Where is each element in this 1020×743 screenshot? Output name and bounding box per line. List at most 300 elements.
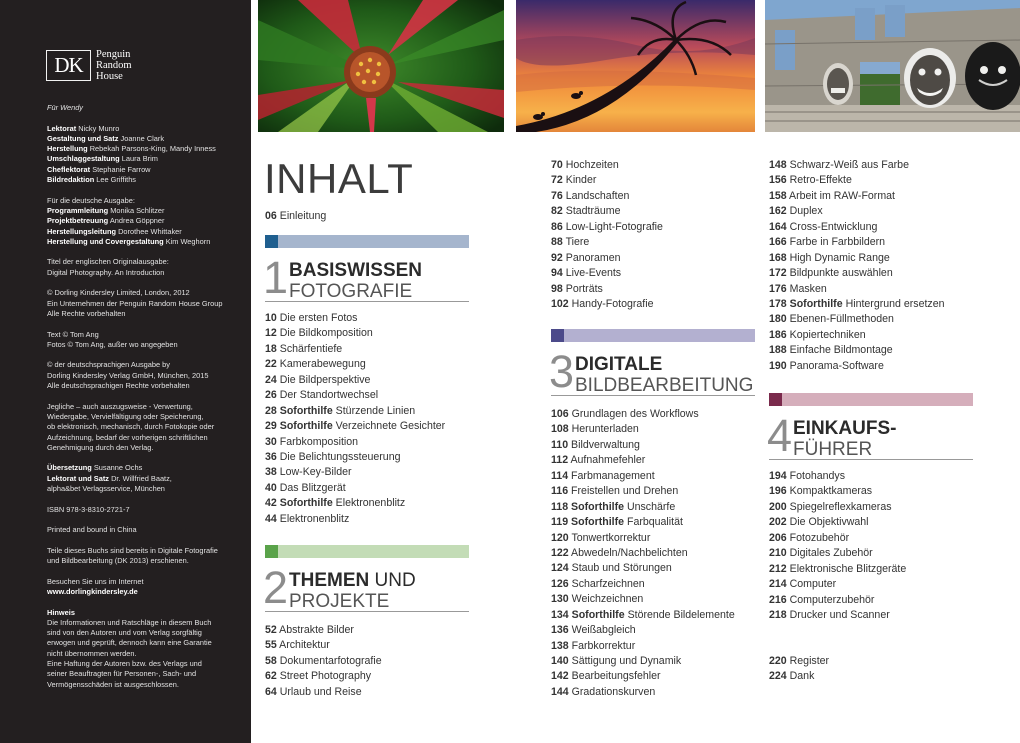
toc-entry [769, 577, 906, 592]
toc-entry [551, 685, 735, 700]
toc-entry-title: Handy-Fotografie [571, 297, 654, 310]
toc-page-number: 210 [769, 547, 787, 560]
toc-entry-title: Landschaften [565, 189, 630, 202]
toc-page-number: 134 [551, 608, 569, 621]
chapter-4-bar-dark [769, 393, 782, 406]
toc-entry [265, 342, 445, 357]
toc-entry-title: Kompaktkameras [789, 485, 873, 498]
legal-notice: Jegliche – auch auszugsweise - Verwertung, Wiedergabe, Vervielfältigung oder Speicherung, ob elektronisch, mechanisch, durch Fotokopie oder Aufzeichnung, bedarf der vorherigen schriftlichen Genehmigung durch den Verlag. [47, 401, 215, 452]
toc-entry [551, 623, 735, 638]
toc-entry [551, 608, 735, 623]
toc-entry-title: Farbkorrektur [571, 639, 636, 652]
toc-page-number: 62 [265, 670, 277, 683]
toc-entry-title: Dokumentarfotografie [279, 654, 382, 667]
toc-highlight-label: Soforthilfe [571, 516, 625, 529]
toc-page-number: 18 [265, 342, 277, 355]
toc-entry-title: Bearbeitungsfehler [571, 670, 661, 683]
toc-entry [769, 469, 906, 484]
toc-page-number: 38 [265, 466, 277, 479]
toc-entry-title: Architektur [279, 639, 330, 652]
toc-entry-title: Fotozubehör [789, 531, 850, 544]
toc-page-number: 116 [551, 485, 569, 498]
toc-entry [551, 546, 735, 561]
printed-note: Printed and bound in China [47, 525, 137, 535]
toc-entry [551, 189, 663, 204]
toc-entry-title: Die ersten Fotos [279, 312, 358, 324]
toc-entry-title: Hintergrund ersetzen [845, 297, 945, 310]
toc-entry-title: Sättigung und Dynamik [571, 655, 682, 667]
toc-entry-title: Panoramen [565, 251, 621, 264]
toc-entry [769, 515, 906, 530]
toc-entry [769, 546, 906, 561]
toc-list-back-matter [769, 654, 829, 685]
toc-entry [551, 251, 663, 266]
toc-entry [265, 388, 445, 403]
dk-logo-icon: DK [46, 50, 91, 81]
toc-page-number: 82 [551, 205, 563, 218]
toc-page-number: 102 [551, 297, 569, 310]
toc-entry [551, 422, 735, 437]
toc-page-number: 206 [769, 531, 787, 544]
toc-list-chapter-4 [769, 469, 906, 623]
chapter-3-number: 3 [549, 346, 575, 397]
contents-title: INHALT [264, 155, 414, 202]
toc-entry [769, 282, 945, 297]
toc-page-number: 58 [265, 654, 277, 667]
chapter-2-color-bar [265, 545, 469, 558]
toc-entry [265, 419, 445, 434]
toc-entry-title: Weichzeichnen [571, 593, 644, 606]
toc-page-number: 186 [769, 328, 787, 341]
toc-entry [551, 158, 663, 173]
toc-page-number: 168 [769, 251, 787, 264]
toc-page-number: 124 [551, 562, 569, 575]
toc-page-number: 52 [265, 624, 277, 636]
toc-entry-title: Digitales Zubehör [789, 547, 873, 560]
toc-entry-title: Freistellen und Drehen [571, 485, 679, 498]
toc-entry [551, 235, 663, 250]
hint: Hinweis Die Informationen und Ratschläge in diesem Buch sind von den Autoren und vom Verlag sorgfältig erwogen und geprüft, dennoch kann eine Garantie nicht übernommen werden. Eine Haftung der Autoren bzw. des Verlags und seiner Beauftragten für Personen-, Sach- und Vermögensschäden ist ausgeschlossen. [47, 607, 212, 689]
toc-entry-title: Panorama-Software [789, 359, 884, 372]
toc-entry [265, 404, 445, 419]
toc-entry-title: Weißabgleich [571, 624, 636, 637]
toc-entry [769, 562, 906, 577]
toc-page-number: 156 [769, 174, 787, 187]
toc-page-number: 42 [265, 497, 277, 510]
toc-page-number: 40 [265, 481, 277, 494]
toc-entry [265, 669, 382, 684]
toc-page-number: 162 [769, 205, 787, 218]
toc-entry-title: Elektronische Blitzgeräte [789, 562, 907, 575]
toc-entry [551, 515, 735, 530]
toc-page-number: 10 [265, 312, 277, 324]
toc-highlight-label: Soforthilfe [789, 297, 843, 310]
chapter-3-heading [551, 329, 755, 396]
toc-entry [769, 328, 945, 343]
credit-line: Gestaltung und Satz Joanne Clark [47, 133, 165, 143]
toc-entry [769, 500, 906, 515]
toc-page-number: 202 [769, 516, 787, 529]
toc-entry-title: Elektronenblitz [335, 497, 406, 510]
toc-entry-title: Bildpunkte auswählen [789, 267, 893, 280]
toc-entry-title: Farbqualität [626, 516, 683, 529]
chapter-4-bar-light [782, 393, 973, 406]
toc-page-number: 44 [265, 512, 277, 525]
toc-entry [551, 469, 735, 484]
toc-page-number: 138 [551, 639, 569, 652]
toc-entry [769, 312, 945, 327]
photo-bromeliad-flower [258, 0, 504, 132]
toc-entry-title: Stadträume [565, 205, 621, 218]
toc-entry-title: Gradationskurven [571, 685, 656, 698]
chapter-3-color-bar [551, 329, 755, 342]
toc-highlight-label: Soforthilfe [279, 420, 333, 433]
toc-page-number: 36 [265, 450, 277, 463]
toc-list-chapter-1 [265, 311, 445, 527]
toc-page-number: 196 [769, 485, 787, 498]
toc-entry [551, 654, 735, 669]
toc-page-number: 172 [769, 267, 787, 280]
toc-entry-title: Masken [789, 282, 827, 295]
toc-entry [265, 450, 445, 465]
toc-page-number: 76 [551, 189, 563, 202]
text-credit: Text © Tom Ang Fotos © Tom Ang, außer wo angegeben [47, 329, 178, 349]
chapter-3-subtitle: BILDBEARBEITUNG [575, 375, 754, 396]
toc-page-number: 140 [551, 655, 569, 667]
toc-page-number: 136 [551, 624, 569, 637]
toc-highlight-label: Soforthilfe [279, 497, 333, 510]
toc-entry-title: Kamerabewegung [279, 358, 366, 371]
chapter-1-heading [265, 235, 469, 302]
toc-entry-title: Der Standortwechsel [279, 389, 379, 402]
toc-entry-title: Unschärfe [626, 500, 676, 513]
toc-entry-title: Bildverwaltung [571, 438, 640, 451]
toc-page-number: 200 [769, 500, 787, 513]
toc-page-number: 55 [265, 639, 277, 652]
original-title: Titel der englischen Originalausgabe: Digital Photography. An Introduction [47, 257, 169, 277]
toc-entry [265, 512, 445, 527]
toc-entry [769, 654, 829, 669]
toc-entry [551, 438, 735, 453]
toc-entry [551, 297, 663, 312]
chapter-1-color-bar [265, 235, 469, 248]
toc-highlight-label: Soforthilfe [571, 500, 625, 513]
toc-entry-title: Elektronenblitz [279, 512, 350, 525]
parts-note: Teile dieses Buchs sind bereits in Digitale Fotografie und Bildbearbeitung (DK 2013) erschienen. [47, 545, 218, 566]
photo-palm-sunset [516, 0, 755, 132]
toc-entry: 06 Einleitung [265, 210, 327, 222]
toc-entry [551, 453, 735, 468]
toc-entry [769, 173, 945, 188]
toc-entry-title: Hochzeiten [565, 159, 619, 171]
chapter-4-title: EINKAUFS- [793, 418, 897, 439]
isbn: ISBN 978-3-8310-2721-7 [47, 504, 130, 514]
toc-entry-title: Die Bildkomposition [279, 327, 373, 340]
toc-page-number: 118 [551, 500, 569, 513]
toc-entry-title: Spiegelreflexkameras [789, 500, 892, 513]
toc-entry [769, 343, 945, 358]
toc-entry [769, 189, 945, 204]
credit-line: Herstellungsleitung Dorothee Whittaker [47, 226, 182, 236]
chapter-2-bar-light [278, 545, 469, 558]
toc-entry-title: Fotohandys [789, 470, 845, 482]
toc-entry [769, 251, 945, 266]
toc-entry-title: Staub und Störungen [571, 562, 672, 575]
toc-entry [769, 669, 829, 684]
toc-entry [551, 577, 735, 592]
chapter-2-subtitle: PROJEKTE [289, 591, 390, 612]
chapter-4-subtitle: FÜHRER [793, 439, 873, 460]
chapter-1-title: BASISWISSEN [289, 260, 423, 281]
toc-entry [265, 685, 382, 700]
toc-entry-title: Cross-Entwicklung [789, 220, 878, 233]
toc-page-number: 22 [265, 358, 277, 371]
toc-entry [265, 638, 382, 653]
toc-entry-title: Die Bildperspektive [279, 373, 371, 386]
toc-entry [769, 204, 945, 219]
toc-page-number: 88 [551, 236, 563, 249]
credit-line: Umschlaggestaltung Laura Brim [47, 154, 158, 164]
toc-entry [551, 266, 663, 281]
toc-page-number: 114 [551, 469, 569, 482]
toc-entry [769, 235, 945, 250]
toc-list-column-2 [551, 158, 663, 312]
toc-entry [265, 654, 382, 669]
dedication: Für Wendy [47, 103, 84, 112]
toc-highlight-label: Soforthilfe [571, 608, 625, 621]
chapter-4-color-bar [769, 393, 973, 406]
toc-entry-title: Computerzubehör [789, 593, 875, 606]
toc-page-number: 92 [551, 251, 563, 264]
toc-entry-title: High Dynamic Range [789, 251, 890, 264]
toc-entry [551, 531, 735, 546]
photo-ruin-portraits [765, 0, 1020, 132]
toc-entry-title: Tonwertkorrektur [571, 531, 651, 544]
toc-entry-title: Abwedeln/Nachbelichten [571, 546, 688, 559]
toc-page-number: 28 [265, 404, 277, 417]
toc-entry [551, 669, 735, 684]
toc-entry-title: Kinder [565, 174, 597, 187]
credit-line: Lektorat Nicky Munro [47, 123, 120, 133]
toc-entry-title: Herunterladen [571, 423, 639, 436]
toc-list-chapter-3 [551, 407, 735, 700]
toc-entry [551, 407, 735, 422]
toc-entry [769, 593, 906, 608]
toc-page-number: 214 [769, 578, 787, 591]
toc-entry-title: Aufnahmefehler [570, 454, 646, 467]
toc-page-number: 120 [551, 531, 569, 544]
toc-entry-title: Arbeit im RAW-Format [789, 189, 895, 202]
toc-entry-title: Porträts [565, 282, 603, 295]
toc-entry-title: Retro-Effekte [789, 174, 852, 187]
chapter-4-heading [769, 393, 973, 460]
toc-page-number: 148 [769, 159, 787, 171]
toc-page-number: 122 [551, 546, 569, 559]
toc-entry-title: Tiere [565, 236, 590, 249]
toc-entry [769, 608, 906, 623]
toc-page-number: 224 [769, 670, 787, 683]
toc-entry [551, 220, 663, 235]
toc-page-number: 164 [769, 220, 787, 233]
chapter-4-number: 4 [767, 410, 793, 461]
credit-line: Bildredaktion Lee Griffiths [47, 175, 137, 185]
toc-page-number: 64 [265, 685, 277, 698]
toc-entry [551, 500, 735, 515]
chapter-1-number: 1 [263, 252, 289, 303]
toc-highlight-label: Soforthilfe [279, 404, 333, 417]
toc-entry-title: Live-Events [565, 267, 622, 280]
toc-page-number: 126 [551, 577, 569, 590]
toc-entry-title: Die Belichtungssteuerung [279, 450, 401, 463]
toc-entry-title: Scharfzeichnen [571, 577, 645, 590]
toc-entry [769, 531, 906, 546]
toc-entry [769, 297, 945, 312]
toc-entry [769, 484, 906, 499]
imprint-text [47, 103, 239, 700]
toc-page-number: 166 [769, 236, 787, 249]
toc-entry-title: Dank [789, 670, 815, 683]
chapter-2-bar-dark [265, 545, 278, 558]
credits [47, 124, 239, 186]
toc-entry [551, 592, 735, 607]
toc-entry-title: Farbmanagement [571, 469, 655, 482]
toc-entry [769, 220, 945, 235]
toc-entry-title: Kopiertechniken [789, 328, 866, 341]
toc-page-number: 29 [265, 420, 277, 433]
toc-entry [265, 465, 445, 480]
chapter-1-bar-dark [265, 235, 278, 248]
toc-entry [265, 311, 445, 326]
toc-page-number: 119 [551, 516, 569, 529]
chapter-2-number: 2 [263, 562, 289, 613]
toc-entry-title: Schärfentiefe [279, 342, 343, 355]
toc-entry-title: Register [789, 655, 830, 667]
toc-entry-title: Low-Key-Bilder [279, 466, 352, 479]
toc-entry [551, 204, 663, 219]
toc-entry [769, 158, 945, 173]
toc-entry-title: Die Objektivwahl [789, 516, 869, 529]
toc-list-chapter-2 [265, 623, 382, 700]
toc-intro [265, 209, 326, 224]
toc-page-number: 24 [265, 373, 277, 386]
toc-entry-title: Störende Bildelemente [627, 608, 735, 621]
chapter-3-bar-light [564, 329, 755, 342]
toc-page-number: 12 [265, 327, 277, 340]
toc-entry-title: Street Photography [279, 670, 372, 683]
chapter-3-title: DIGITALE [575, 354, 663, 375]
toc-entry-title: Einfache Bildmontage [789, 344, 893, 357]
toc-entry-title: Duplex [789, 205, 823, 218]
toc-page-number: 130 [551, 593, 569, 606]
chapter-2-title: THEMEN UND [289, 570, 416, 591]
toc-page-number: 70 [551, 159, 563, 171]
toc-entry [551, 484, 735, 499]
toc-entry [551, 282, 663, 297]
toc-entry-title: Ebenen-Füllmethoden [789, 313, 894, 326]
toc-page-number: 142 [551, 670, 569, 683]
toc-page-number: 86 [551, 220, 563, 233]
german-copyright: © der deutschsprachigen Ausgabe by Dorling Kindersley Verlag GmbH, München, 2015 Alle deutschsprachigen Rechte vorbehalten [47, 360, 209, 391]
toc-entry-title: Low-Light-Fotografie [565, 220, 663, 233]
toc-entry-title: Farbe in Farbbildern [789, 236, 886, 249]
toc-page-number: 30 [265, 435, 277, 448]
toc-entry [265, 435, 445, 450]
toc-list-column-3 [769, 158, 945, 374]
toc-entry-title: Stürzende Linien [335, 404, 416, 417]
translation-credits: Übersetzung Susanne Ochs Lektorat und Satz Dr. Willfried Baatz, alpha&bet Verlagsservice, München [47, 463, 172, 493]
toc-entry-title: Abstrakte Bilder [279, 624, 354, 636]
website-note: Besuchen Sie uns im Internet www.dorlingkindersley.de [47, 576, 144, 596]
toc-entry [265, 481, 445, 496]
toc-entry-title: Farbkomposition [279, 435, 359, 448]
credit-line: Projektbetreuung Andrea Göppner [47, 216, 165, 226]
toc-entry-title: Das Blitzgerät [279, 481, 346, 494]
toc-entry [551, 561, 735, 576]
toc-page-number: 26 [265, 389, 277, 402]
toc-entry [265, 623, 382, 638]
toc-page-number: 144 [551, 685, 569, 698]
publisher-name: Penguin Random House [96, 49, 132, 82]
credit-line: Programmleitung Monika Schlitzer [47, 205, 165, 215]
chapter-1-bar-light [278, 235, 469, 248]
credit-line: Cheflektorat Stephanie Farrow [47, 164, 151, 174]
toc-entry [265, 357, 445, 372]
toc-page-number: 194 [769, 470, 787, 482]
toc-entry-title: Urlaub und Reise [279, 685, 362, 698]
toc-entry [551, 639, 735, 654]
toc-page-number: 158 [769, 189, 787, 202]
credit-line: Herstellung und Covergestaltung Kim Weghorn [47, 236, 211, 246]
toc-page-number: 212 [769, 562, 787, 575]
website-link: www.dorlingkindersley.de [47, 586, 138, 596]
toc-page-number: 218 [769, 608, 787, 621]
credit-line: Herstellung Rebekah Parsons-King, Mandy Inness [47, 144, 216, 154]
toc-page-number: 176 [769, 282, 787, 295]
toc-page-number: 106 [551, 408, 569, 420]
toc-page-number: 110 [551, 438, 569, 451]
toc-entry-title: Drucker und Scanner [789, 608, 890, 621]
toc-page-number: 98 [551, 282, 563, 295]
toc-entry [769, 266, 945, 281]
toc-page-number: 108 [551, 423, 569, 436]
toc-entry [769, 359, 945, 374]
toc-page-number: 216 [769, 593, 787, 606]
toc-entry [265, 496, 445, 511]
chapter-1-subtitle: FOTOGRAFIE [289, 281, 413, 302]
imprint-panel [0, 0, 251, 743]
german-credits: Für die deutsche Ausgabe: Programmleitung Monika Schlitzer Projektbetreuung Andrea Göppner Herstellungsleitung Dorothee Whittaker Herstellung und Covergestaltung Kim Weghorn [47, 195, 211, 246]
toc-entry-title: Computer [789, 578, 837, 591]
chapter-2-heading [265, 545, 469, 612]
toc-page-number: 180 [769, 313, 787, 326]
toc-page-number: 188 [769, 344, 787, 357]
toc-entry [265, 373, 445, 388]
toc-entry [265, 326, 445, 341]
toc-page-number: 178 [769, 297, 787, 310]
copyright: © Dorling Kindersley Limited, London, 2012 Ein Unternehmen der Penguin Random House Group Alle Rechte vorbehalten [47, 288, 223, 318]
toc-entry-title: Grundlagen des Workflows [571, 408, 699, 420]
chapter-3-bar-dark [551, 329, 564, 342]
toc-entry-title: Verzeichnete Gesichter [335, 420, 446, 433]
toc-page-number: 72 [551, 174, 563, 187]
toc-page-number: 94 [551, 267, 563, 280]
toc-page-number: 190 [769, 359, 787, 372]
toc-page-number: 220 [769, 655, 787, 667]
toc-page-number: 112 [551, 454, 569, 467]
toc-entry [551, 173, 663, 188]
toc-entry-title: Schwarz-Weiß aus Farbe [789, 159, 909, 171]
publisher-logo [46, 49, 132, 82]
